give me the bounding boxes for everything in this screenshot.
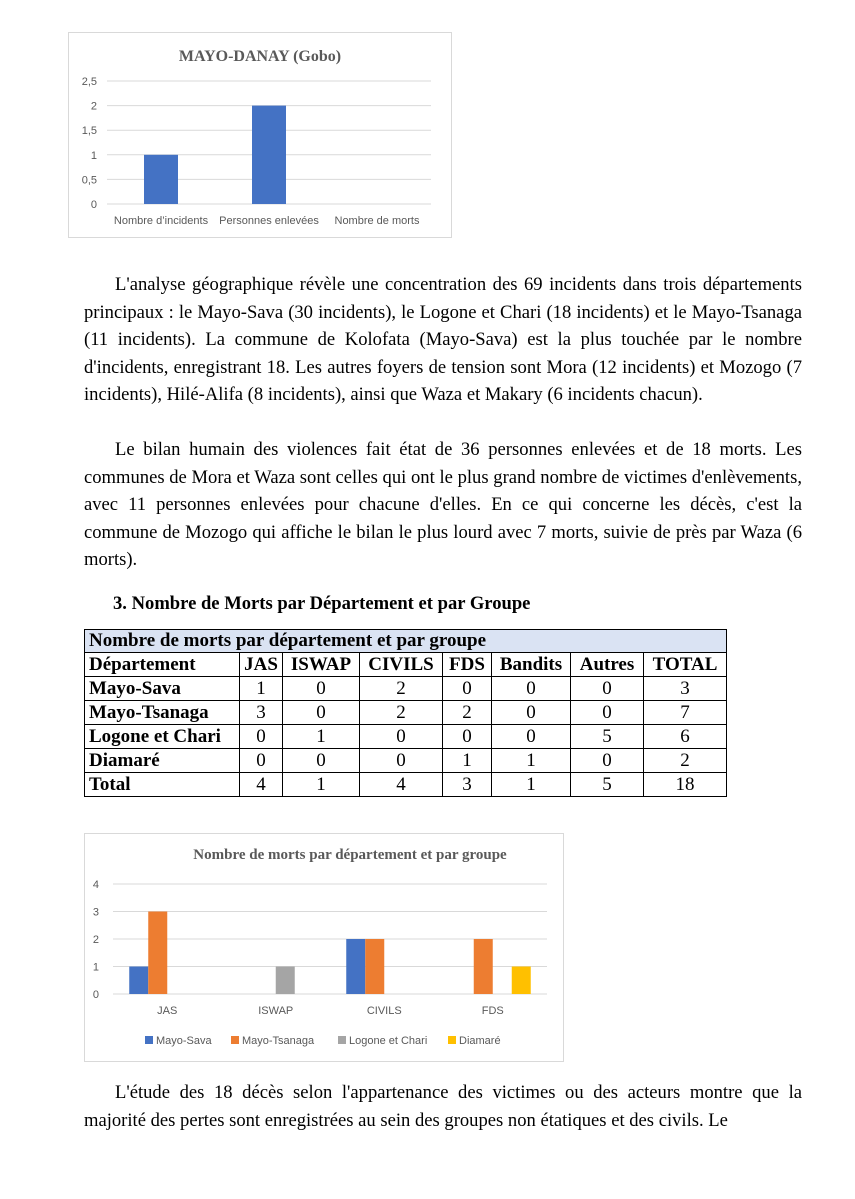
table-cell: 0 [571, 677, 644, 701]
table-cell: 3 [240, 701, 283, 725]
section-heading: 3. Nombre de Morts par Département et par Groupe [113, 593, 531, 614]
table-cell: 4 [360, 773, 443, 797]
table-cell: 0 [283, 701, 360, 725]
legend-label: Diamaré [459, 1035, 501, 1047]
table-cell: 1 [283, 773, 360, 797]
table-cell: 0 [283, 677, 360, 701]
chart-mayo-danay-svg [69, 33, 451, 237]
table-body [85, 677, 727, 797]
y-tick-label: 2,5 [81, 76, 97, 88]
table-cell: 0 [240, 725, 283, 749]
table-cell: 0 [240, 749, 283, 773]
table-caption-row [85, 630, 727, 653]
table-header-cell: FDS [443, 653, 492, 677]
chart-mayo-danay [68, 32, 452, 238]
table-cell: 2 [360, 677, 443, 701]
table-row [85, 773, 727, 797]
legend-swatch [338, 1036, 346, 1044]
table-row [85, 725, 727, 749]
table-cell: 0 [492, 725, 571, 749]
x-category-label: Nombre de morts [334, 215, 420, 227]
y-tick-label: 1,5 [81, 125, 97, 138]
table-cell: 0 [443, 725, 492, 749]
y-tick-label: 1 [90, 149, 97, 162]
x-category-label: FDS [481, 1005, 504, 1017]
bar [129, 967, 148, 995]
chart-deaths-by-group-svg [85, 834, 563, 1061]
legend-label: Logone et Chari [349, 1035, 428, 1047]
y-tick-label: 0 [90, 199, 97, 211]
table-header-cell: Bandits [492, 653, 571, 677]
x-category-label: JAS [157, 1005, 178, 1017]
bar [365, 939, 384, 994]
table-cell: 2 [644, 749, 727, 773]
x-category-label: Nombre d’incidents [113, 215, 209, 227]
table-row [85, 749, 727, 773]
table-row [85, 701, 727, 725]
table-cell: 1 [492, 749, 571, 773]
table-cell: 1 [240, 677, 283, 701]
table-row-label: Diamaré [85, 749, 240, 773]
table-cell: 2 [360, 701, 443, 725]
table-cell: 5 [571, 773, 644, 797]
x-category-label: CIVILS [366, 1005, 402, 1017]
table-cell: 0 [360, 749, 443, 773]
legend-label: Mayo-Tsanaga [242, 1035, 315, 1047]
table-cell: 0 [443, 677, 492, 701]
y-tick-label: 4 [92, 879, 99, 891]
bar [144, 155, 178, 204]
bar [148, 912, 167, 995]
table-cell: 7 [644, 701, 727, 725]
bar [252, 106, 286, 204]
table-header-cell: TOTAL [644, 653, 727, 677]
bar [512, 967, 531, 995]
table-cell: 3 [443, 773, 492, 797]
table-cell: 0 [283, 749, 360, 773]
y-tick-label: 2 [90, 100, 97, 113]
legend-swatch [145, 1036, 153, 1044]
legend-swatch [448, 1036, 456, 1044]
paragraph-human-toll: Le bilan humain des violences fait état de 36 personnes enlevées et de 18 morts. Les communes de Mora et Waza sont celles qui ont le plus grand nombre de victimes d'enlèvements, avec 11 personnes enlevées pour chacune d'elles. En ce qui concerne les décès, c'est la commune de Mozogo qui affiche le bilan le plus lourd avec 7 morts, suivie de près par Waza (6 morts). [84, 439, 802, 571]
table-row-label: Logone et Chari [85, 725, 240, 749]
bar [276, 967, 295, 995]
y-tick-label: 3 [92, 906, 99, 919]
table-row-label: Mayo-Tsanaga [85, 701, 240, 725]
table-cell: 0 [571, 749, 644, 773]
table-cell: 1 [443, 749, 492, 773]
table-row-label: Total [85, 773, 240, 797]
table-header-cell: CIVILS [360, 653, 443, 677]
table-cell: 6 [644, 725, 727, 749]
legend-swatch [231, 1036, 239, 1044]
bar [474, 939, 493, 994]
paragraph-geographic-analysis: L'analyse géographique révèle une concentration des 69 incidents dans trois départements principaux : le Mayo-Sava (30 incidents), le Logone et Chari (18 incidents) et le Mayo-Tsanaga (11 incidents). La commune de Kolofata (Mayo-Sava) est la plus touchée par le nombre d'incidents, enregistrant 18. Les autres foyers de tension sont Mora (12 incidents) et Mozogo (7 incidents), Hilé-Alifa (8 incidents), ainsi que Waza et Makary (6 incidents chacun). [84, 274, 802, 406]
table-cell: 18 [644, 773, 727, 797]
table-cell: 0 [571, 701, 644, 725]
chart-deaths-by-group [84, 833, 564, 1062]
table-caption: Nombre de morts par département et par groupe [85, 630, 727, 653]
y-tick-label: 0 [92, 989, 99, 1001]
chart-title: Nombre de morts par département et par groupe [193, 847, 507, 863]
paragraph-deaths-study: L'étude des 18 décès selon l'appartenance des victimes ou des acteurs montre que la majorité des pertes sont enregistrées au sein des groupes non étatiques et des civils. Le [84, 1082, 802, 1131]
table-header-row [85, 653, 727, 677]
chart-title: MAYO-DANAY (Gobo) [178, 48, 342, 65]
table-cell: 5 [571, 725, 644, 749]
legend-label: Mayo-Sava [156, 1035, 212, 1047]
table-header-cell: ISWAP [283, 653, 360, 677]
table-cell: 4 [240, 773, 283, 797]
bar [346, 939, 365, 994]
table-cell: 3 [644, 677, 727, 701]
y-tick-label: 2 [92, 934, 99, 946]
y-tick-label: 1 [92, 961, 99, 974]
table-header-cell: JAS [240, 653, 283, 677]
table-cell: 0 [492, 677, 571, 701]
x-category-label: Personnes enlevées [219, 215, 319, 227]
deaths-table [84, 629, 727, 797]
table-header-cell: Département [85, 653, 240, 677]
table-row-label: Mayo-Sava [85, 677, 240, 701]
table-cell: 1 [492, 773, 571, 797]
table-header-cell: Autres [571, 653, 644, 677]
table-cell: 2 [443, 701, 492, 725]
table-cell: 1 [283, 725, 360, 749]
y-tick-label: 0,5 [81, 174, 97, 187]
table-row [85, 677, 727, 701]
table-cell: 0 [492, 701, 571, 725]
table-cell: 0 [360, 725, 443, 749]
x-category-label: ISWAP [258, 1005, 294, 1017]
